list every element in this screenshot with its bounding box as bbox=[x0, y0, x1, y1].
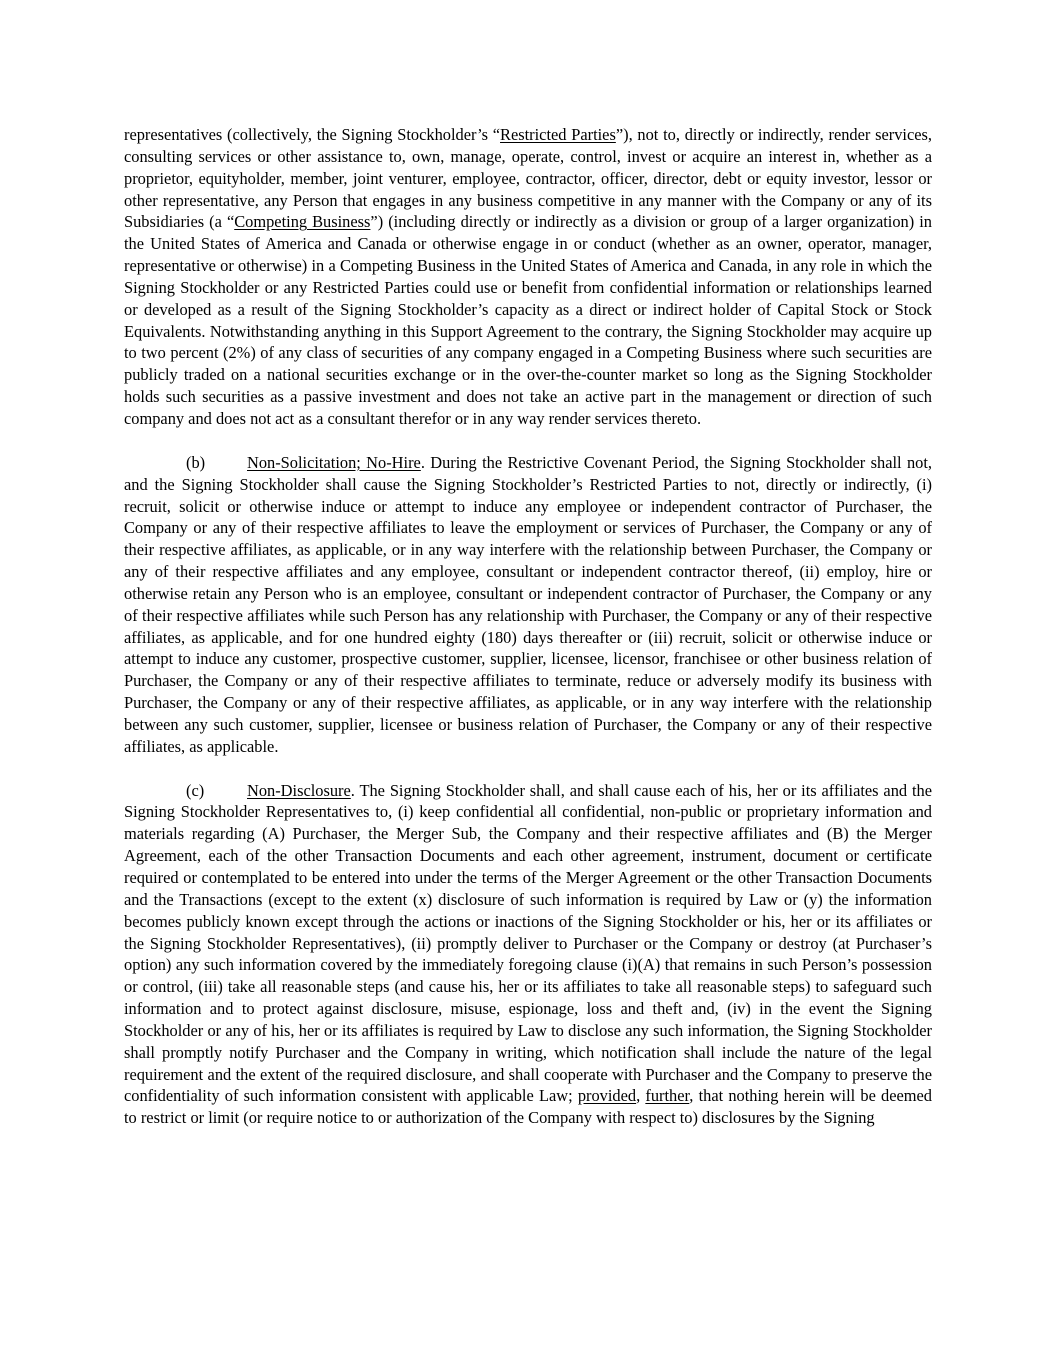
text: , bbox=[636, 1086, 646, 1106]
section-heading-non-disclosure: Non-Disclosure bbox=[247, 780, 351, 800]
text: . During the Restrictive Covenant Period, the Signing Stockholder shall not, and the Signing Stockholder shall cause the Signing Stockholder’s Restricted Parties to not, directly or indirectly, (i) recruit, solicit or otherwise induce or attempt to induce any employee or independent contractor of Purchaser, the Company or any of their respective affiliates to leave the employment or services of Purchaser, the Company or any of their respective affiliates, as applicable, or in any way interfere with the relationship between Purchaser, the Company or any of their respective affiliates and any employee, consultant or independent contractor thereof, (ii) employ, hire or otherwise retain any Person who is an employee, consultant or independent contractor of Purchaser, the Company or any of their respective affiliates while such Person has any relationship with Purchaser, the Company or any of their respective affiliates, as applicable, and for one hundred eighty (180) days thereafter or (iii) recruit, solicit or otherwise induce or attempt to induce any customer, prospective customer, supplier, licensee, licensor, franchisee or other business relation of Purchaser, the Company or any of their respective affiliates to terminate, reduce or adversely modify its business with Purchaser, the Company or any of their respective affiliates, as applicable, or in any way interfere with the relationship between any such customer, supplier, licensee or business relation of Purchaser, the Company or any of their respective affiliates, as applicable. bbox=[124, 452, 933, 756]
text: representatives (collectively, the Signing Stockholder’s “ bbox=[124, 125, 501, 144]
text: , that nothing herein will be deemed to restrict or limit (or require notice to or authorization of the Company with respect to) disclosures by the Signing bbox=[124, 1086, 933, 1128]
text: ”) (including directly or indirectly as a division or group of a larger organization) in the United States of America and Canada or otherwise engage in or conduct (whether as an owner, operator, manager, representative or otherwise) in a Competing Business in the United States of America and Canada, in any role in which the Signing Stockholder or any Restricted Parties could use or benefit from confidential information or relationships learned or developed as a result of the Signing Stockholder’s capacity as a direct or indirect holder of Capital Stock or Stock Equivalents. Notwithstanding anything in this Support Agreement to the contrary, the Signing Stockholder may acquire up to two percent (2%) of any class of securities of any company engaged in a Competing Business where such securities are publicly traded on a national securities exchange or in the over-the-counter market so long as the Signing Stockholder holds such securities as a passive investment and does not take an active part in the management or direction of such company and does not act as a consultant therefor or in any way render services thereto. bbox=[124, 212, 932, 428]
section-label-c: (c) bbox=[186, 780, 205, 800]
paragraph-a-continuation bbox=[124, 124, 932, 430]
defined-term-restricted-parties: Restricted Parties bbox=[500, 125, 616, 144]
paragraph-b-non-solicitation bbox=[124, 452, 932, 758]
defined-term-competing-business: Competing Business bbox=[234, 212, 371, 232]
term-further: further bbox=[645, 1086, 690, 1106]
section-label-b: (b) bbox=[186, 452, 206, 472]
text: ”), not to, directly or indirectly, render services, consulting services or other assistance to, own, manage, operate, control, invest or acquire an interest in, whether as a proprietor, equityholder, member, joint venturer, employee, contractor, officer, director, debt or equity investor, lessor or other representative, any Person that engages in any business competitive in any manner with the Company or any of its Subsidiaries (a “ bbox=[124, 125, 932, 232]
document-page bbox=[124, 124, 932, 1151]
section-heading-non-solicitation: Non-Solicitation; No-Hire bbox=[247, 452, 421, 472]
text: . The Signing Stockholder shall, and shall cause each of his, her or its affiliates and the Signing Stockholder Representatives to, (i) keep confidential all confidential, non-public or proprietary information and materials regarding (A) Purchaser, the Merger Sub, the Company and their respective affiliates and (B) the Merger Agreement, each of the other Transaction Documents and each other agreement, instrument, document or certificate required or contemplated to be entered into under the terms of the Merger Agreement or the other Transaction Documents and the Transactions (except to the extent (x) disclosure of such information is required by Law or (y) the information becomes publicly known except through the actions or inactions of the Signing Stockholder or his, her or its affiliates or the Signing Stockholder Representatives), (ii) promptly deliver to Purchaser or the Company or destroy (at Purchaser’s option) any such information covered by the immediately foregoing clause (i)(A) that remains in such Person’s possession or control, (iii) take all reasonable steps (and cause his, her or its affiliates to take all reasonable steps) to safeguard such information and to protect against disclosure, misuse, espionage, loss and theft and, (iv) in the event the Signing Stockholder or any of his, her or its affiliates is required by Law to disclose any such information, the Signing Stockholder shall promptly notify Purchaser and the Company in writing, which notification shall include the nature of the legal requirement and the extent of the required disclosure, and shall cooperate with Purchaser and the Company to preserve the confidentiality of such information consistent with applicable Law; bbox=[124, 780, 932, 1106]
paragraph-c-non-disclosure bbox=[124, 780, 932, 1130]
term-provided: provided bbox=[577, 1086, 637, 1106]
